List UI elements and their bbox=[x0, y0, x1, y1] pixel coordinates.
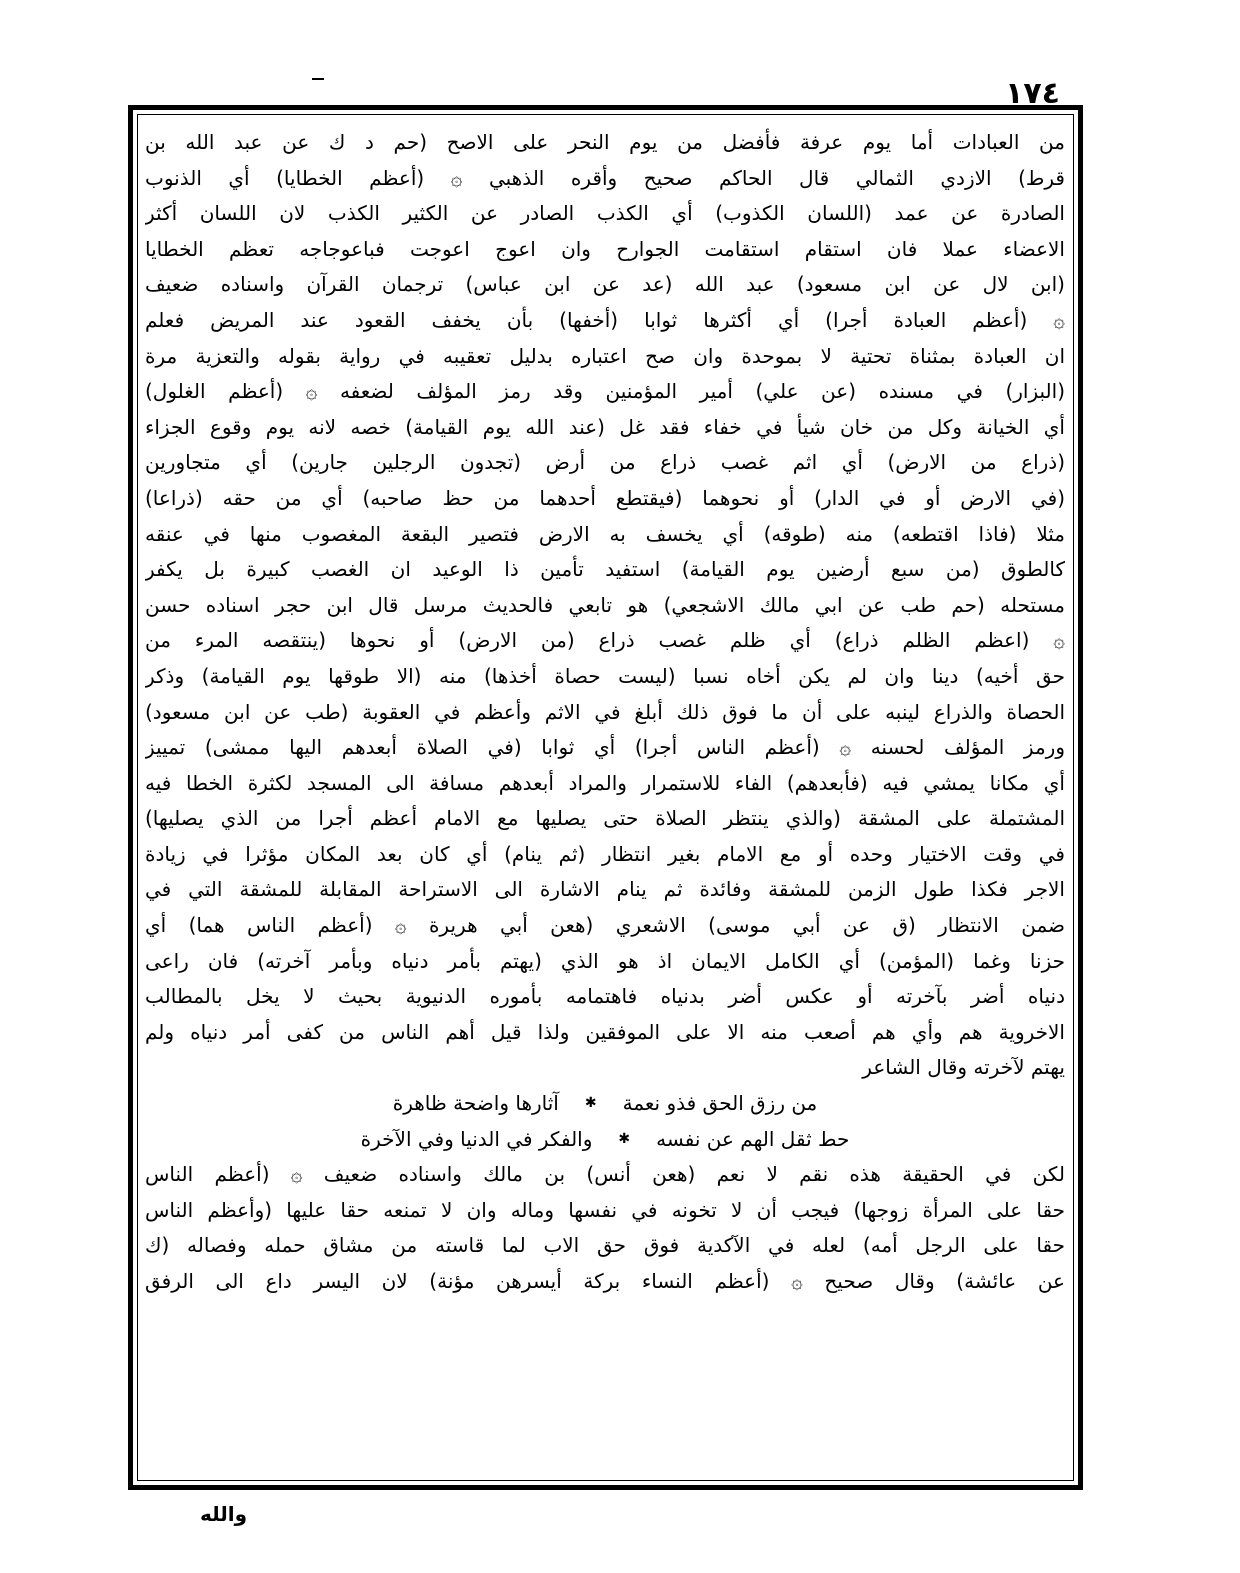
text-line: (ابن لال عن ابن مسعود) عبد الله (عد عن ابن عباس) ترجمان القرآن واسناده ضعيف bbox=[145, 272, 1065, 297]
text-line: عن عائشة) وقال صحيح ۞ (أعظم النساء بركة أيسرهن مؤنة) لان اليسر داع الى الرفق bbox=[145, 1269, 1065, 1293]
verse-separator-icon: ✱ bbox=[618, 1130, 631, 1147]
catchword: والله bbox=[200, 1502, 248, 1526]
text-line: كالطوق (من سبع أرضين يوم القيامة) استفيد تأمين ذا الوعيد ان الغصب كبيرة بل يكفر bbox=[145, 557, 1065, 582]
text-line: حق أخيه) دينا وان لم يكن أخاه نسبا (ليست حصاة أخذها) منه (الا طوقها يوم القيامة) وذكر bbox=[145, 663, 1065, 688]
text-line: ۞ (أعظم العبادة أجرا) أي أكثرها ثوابا (أخفها) بأن يخفف القعود عند المريض فعلم bbox=[145, 307, 1065, 332]
text-line: الصادرة عن عمد (اللسان الكذوب) أي الكذب الصادر عن الكثير الكذب لان اللسان أكثر bbox=[145, 201, 1065, 226]
text-line: حزنا وغما (المؤمن) أي الكامل الايمان اذ هو الذي (يهتم بأمر دنياه وبأمر آخرته) فان راعى bbox=[145, 948, 1065, 973]
text-line: الحصاة والذراع لينبه على أن ما فوق ذلك أبلغ في الاثم وأعظم في العقوبة (طب عن ابن مسعود) bbox=[145, 699, 1065, 724]
text-line: في وقت الاختيار وحده أو مع الامام بغير انتظار (ثم ينام) أي كان بعد المكان مؤثرا في زيادة bbox=[145, 841, 1065, 866]
text-line: أي مكانا يمشي فيه (فأبعدهم) الفاء للاستمرار والمراد أبعدهم مسافة الى المسجد لكثرة الخطا فيه bbox=[145, 770, 1065, 795]
poem-hemistich-left: والفكر في الدنيا وفي الآخرة bbox=[360, 1126, 593, 1151]
poem-hemistich-right: من رزق الحق فذو نعمة bbox=[622, 1091, 818, 1116]
text-line: المشتملة على المشقة (والذي ينتظر الصلاة حتى يصليها مع الامام أعظم أجرا من الذي يصليها) bbox=[145, 806, 1065, 831]
text-line: ضمن الانتظار (ق عن أبي موسى) الاشعري (هعن أبي هريرة ۞ (أعظم الناس هما) أي bbox=[145, 913, 1065, 938]
text-line: لكن في الحقيقة هذه نقم لا نعم (هعن أنس) بن مالك واسناده ضعيف ۞ (أعظم الناس bbox=[145, 1162, 1065, 1187]
text-line: دنياه أضر بآخرته أو عكس أضر بدنياه فاهتمامه بأموره الدنيوية بحيث لا يخل بالمطالب bbox=[145, 984, 1065, 1009]
text-line: حقا على المرأة زوجها) فيجب أن لا تخونه في نفسها وماله وان لا تمنعه حقا عليها (وأعظم الناس bbox=[145, 1197, 1065, 1222]
poem-hemistich-right: حط ثقل الهم عن نفسه bbox=[656, 1126, 850, 1151]
text-line: الاعضاء عملا فان استقام استقامت الجوارح وان اعوج اعوجت فباعوجاجه تعظم الخطايا bbox=[145, 236, 1065, 261]
poem-verse bbox=[145, 1086, 1065, 1122]
text-line: الاجر فكذا طول الزمن للمشقة وفائدة ثم ينام الاشارة الى الاستراحة المقابلة للمشقة التي في bbox=[145, 877, 1065, 902]
text-line: قرط) الازدي الثمالي قال الحاكم صحيح وأقره الذهبي ۞ (أعظم الخطايا) أي الذنوب bbox=[145, 165, 1065, 190]
text-line: مثلا (فاذا اقتطعه) منه (طوقه) أي يخسف به الارض فتصير البقعة المغصوب منها في عنقه bbox=[145, 521, 1065, 546]
top-mark bbox=[312, 78, 324, 80]
poem-hemistich-left: آثارها واضحة ظاهرة bbox=[392, 1091, 559, 1116]
text-line: (في الارض أو في الدار) أو نحوهما (فيقتطع أحدهما من حظ صاحبه) أي من حقه (ذراعا) bbox=[145, 485, 1065, 510]
text-line: يهتم لآخرته وقال الشاعر bbox=[862, 1055, 1065, 1080]
text-line: ۞ (اعظم الظلم ذراع) أي ظلم غصب ذراع (من الارض) أو نحوها (ينتقصه المرء من bbox=[145, 628, 1065, 653]
text-body bbox=[145, 125, 1065, 1480]
text-line: أي الخيانة وكل من خان شيأ في خفاء فقد غل (عند الله يوم القيامة) خصه لانه يوم وقوع الجزاء bbox=[145, 414, 1065, 439]
text-line: (البزار) في مسنده (عن علي) أمير المؤمنين وقد رمز المؤلف لضعفه ۞ (أعظم الغلول) bbox=[145, 379, 1065, 404]
text-line: من العبادات أما يوم عرفة فأفضل من يوم النحر على الاصح (حم د ك عن عبد الله بن bbox=[145, 130, 1065, 154]
text-line: الاخروية هم وأي هم أصعب منه الا على الموفقين ولذا قيل أهم الناس من كفى أمر دنياه ولم bbox=[145, 1019, 1065, 1044]
text-line: ان العبادة بمثناة تحتية لا بموحدة وان صح اعتباره بدليل تعقيبه في رواية بقوله والتعزية مرة bbox=[145, 343, 1065, 368]
text-line: (ذراع من الارض) أي اثم غصب ذراع من أرض (تجدون الرجلين جارين) أي متجاورين bbox=[145, 450, 1065, 475]
text-line: مستحله (حم طب عن ابي مالك الاشجعي) هو تابعي فالحديث مرسل قال ابن حجر اسناده حسن bbox=[145, 592, 1065, 617]
poem-verse bbox=[145, 1122, 1065, 1158]
page-number: ١٧٤ bbox=[1005, 76, 1060, 111]
verse-separator-icon: ✱ bbox=[584, 1095, 597, 1112]
text-line: حقا على الرجل أمه) لعله في الآكدية فوق حق الاب لما قاسته من مشاق حمله وفصاله (ك bbox=[145, 1233, 1065, 1258]
text-line: ورمز المؤلف لحسنه ۞ (أعظم الناس أجرا) أي ثوابا (في الصلاة أبعدهم اليها ممشى) تمييز bbox=[145, 735, 1065, 760]
